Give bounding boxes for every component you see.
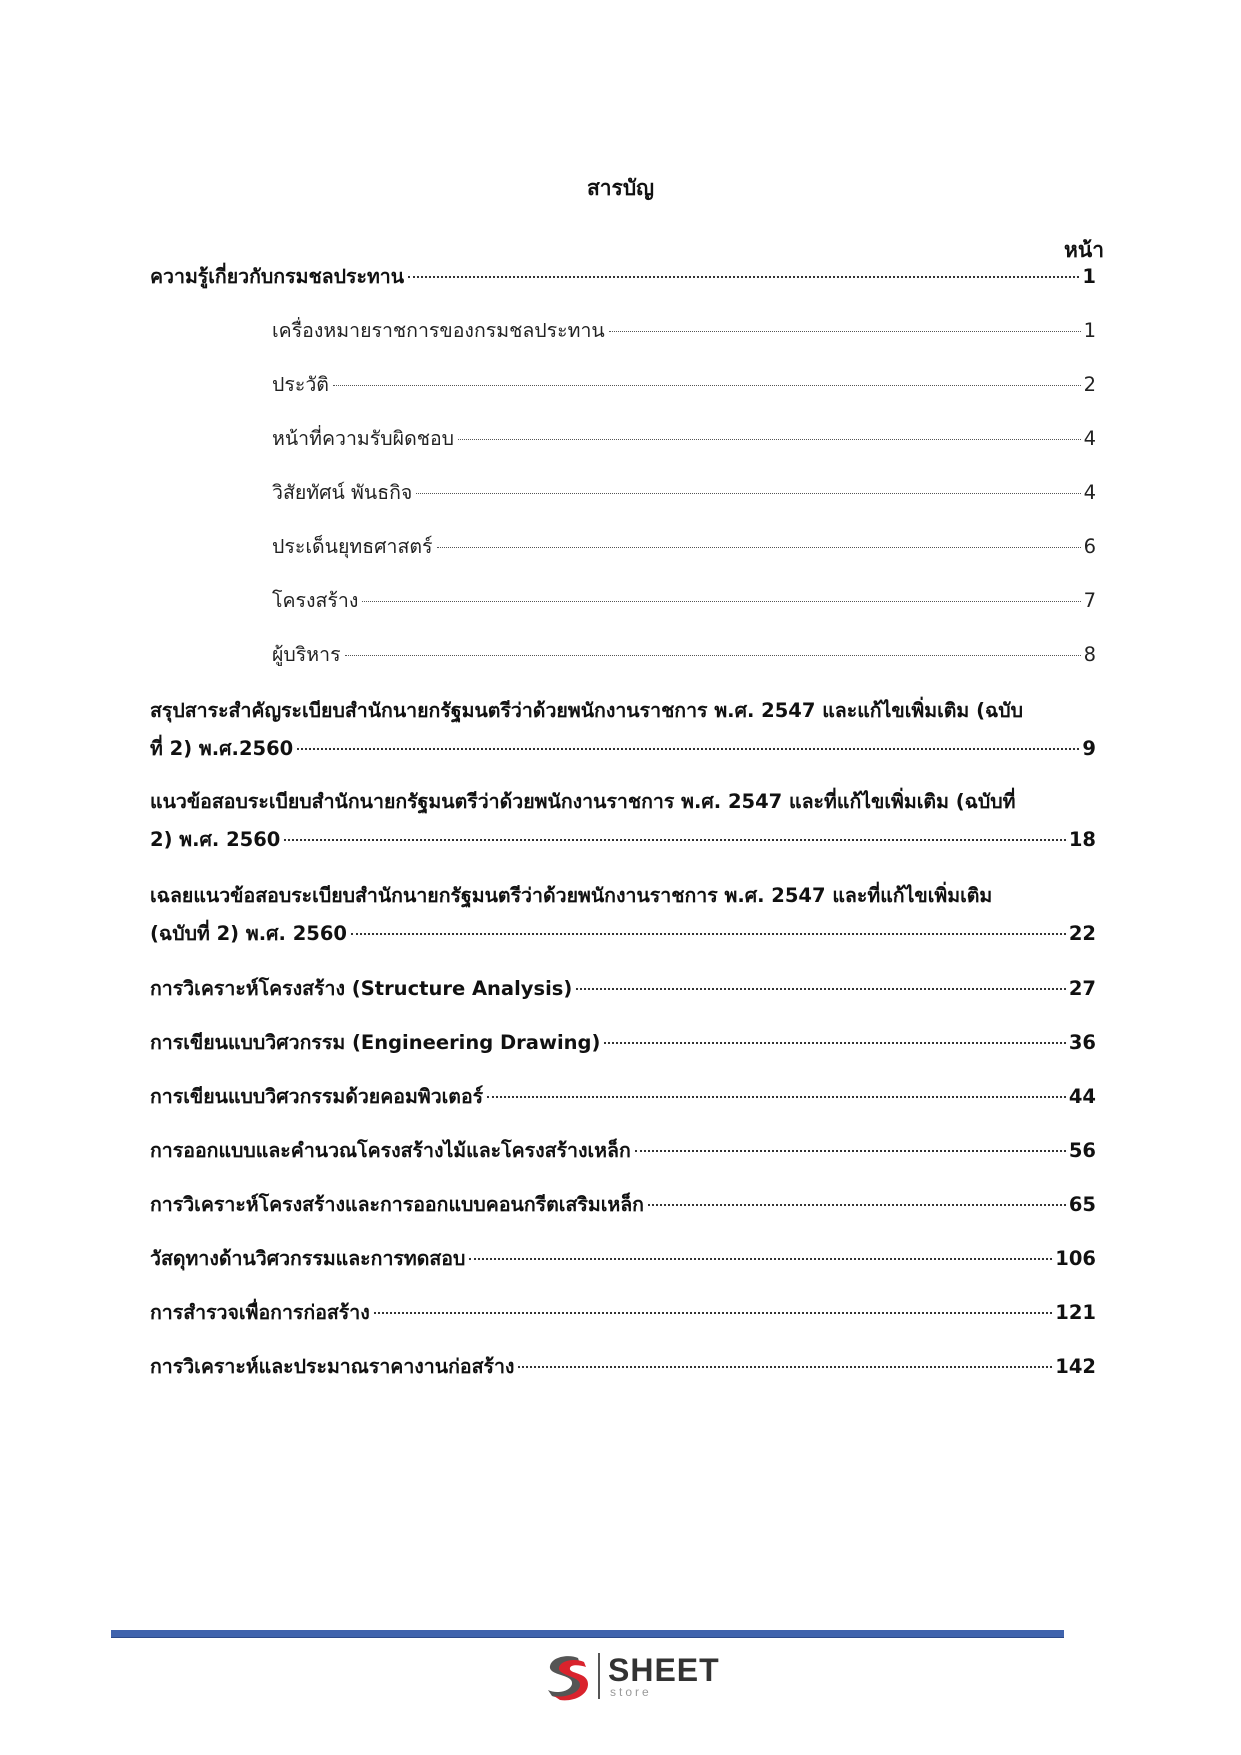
dot-leader xyxy=(374,1312,1053,1314)
toc-entry-label: การเขียนแบบวิศวกรรม (Engineering Drawing) xyxy=(150,1031,601,1054)
dot-leader xyxy=(408,276,1079,278)
dot-leader xyxy=(648,1204,1066,1206)
toc-entry-label-line1: สรุปสาระสำคัญระเบียบสำนักนายกรัฐมนตรีว่าด้วยพนักงานราชการ พ.ศ. 2547 และแก้ไขเพิ่มเติม (ฉบับ xyxy=(150,699,1024,722)
toc-entry-page: 1 xyxy=(1082,265,1096,288)
toc-entry-label: การวิเคราะห์โครงสร้าง (Structure Analysis) xyxy=(150,977,573,1000)
toc-entry-page: 4 xyxy=(1083,481,1096,504)
toc-subentry[interactable] xyxy=(272,640,1096,670)
logo-separator xyxy=(598,1653,600,1699)
toc-subentry[interactable] xyxy=(272,532,1096,562)
toc-entry-page: 2 xyxy=(1083,373,1096,396)
sheet-store-logo xyxy=(540,1648,720,1704)
toc-entry[interactable] xyxy=(150,787,1096,855)
toc-entry-label: ประวัติ xyxy=(272,373,329,396)
toc-entry[interactable] xyxy=(150,1082,1096,1112)
dot-leader xyxy=(416,493,1080,494)
toc-entry-label-line1: แนวข้อสอบระเบียบสำนักนายกรัฐมนตรีว่าด้วยพนักงานราชการ พ.ศ. 2547 และที่แก้ไขเพิ่มเติม (ฉบับที่ xyxy=(150,790,1016,813)
toc-entry[interactable] xyxy=(150,696,1096,764)
toc-entry[interactable] xyxy=(150,1298,1096,1328)
toc-subentry[interactable] xyxy=(272,424,1096,454)
toc-entry-label-line1: เฉลยแนวข้อสอบระเบียบสำนักนายกรัฐมนตรีว่าด้วยพนักงานราชการ พ.ศ. 2547 และที่แก้ไขเพิ่มเติม xyxy=(150,884,993,907)
toc-entry-page: 44 xyxy=(1068,1085,1096,1108)
toc-entry-label: การออกแบบและคำนวณโครงสร้างไม้และโครงสร้างเหล็ก xyxy=(150,1139,631,1162)
toc-entry-page: 4 xyxy=(1083,427,1096,450)
toc-entry-label-line2: (ฉบับที่ 2) พ.ศ. 2560 xyxy=(150,922,347,945)
toc-entry[interactable] xyxy=(150,262,1096,292)
dot-leader xyxy=(284,839,1065,841)
toc-entry-label-line2: ที่ 2) พ.ศ.2560 xyxy=(150,737,294,760)
toc-entry-page: 27 xyxy=(1068,977,1096,1000)
toc-entry-page: 22 xyxy=(1068,922,1096,945)
toc-subentry[interactable] xyxy=(272,478,1096,508)
dot-leader xyxy=(458,439,1081,440)
toc-entry-label: การวิเคราะห์และประมาณราคางานก่อสร้าง xyxy=(150,1355,515,1378)
logo-wordmark: SHEET xyxy=(608,1652,720,1688)
toc-entry-label: หน้าที่ความรับผิดชอบ xyxy=(272,427,455,450)
toc-entry-label: วัสดุทางด้านวิศวกรรมและการทดสอบ xyxy=(150,1247,466,1270)
toc-entry-page: 1 xyxy=(1083,319,1096,342)
dot-leader xyxy=(635,1150,1066,1152)
page-title: สารบัญ xyxy=(586,176,655,200)
toc-subentry[interactable] xyxy=(272,370,1096,400)
toc-entry-label: การสำรวจเพื่อการก่อสร้าง xyxy=(150,1301,370,1324)
toc-entry-page: 65 xyxy=(1068,1193,1096,1216)
toc-entry-page: 7 xyxy=(1083,589,1096,612)
toc-entry[interactable] xyxy=(150,881,1096,949)
toc-entry[interactable] xyxy=(150,1136,1096,1166)
toc-entry-label: ประเด็นยุทธศาสตร์ xyxy=(272,535,433,558)
toc-entry-page: 106 xyxy=(1055,1247,1096,1270)
dot-leader xyxy=(518,1366,1052,1368)
dot-leader xyxy=(437,547,1081,548)
toc-entry[interactable] xyxy=(150,1244,1096,1274)
dot-leader xyxy=(469,1258,1052,1260)
toc-entry-page: 18 xyxy=(1068,828,1096,851)
dot-leader xyxy=(333,385,1081,386)
toc-subentry[interactable] xyxy=(272,316,1096,346)
toc-entry-page: 142 xyxy=(1055,1355,1096,1378)
dot-leader xyxy=(297,748,1079,750)
s-logo-icon xyxy=(540,1650,592,1702)
toc-entry-page: 36 xyxy=(1068,1031,1096,1054)
dot-leader xyxy=(345,655,1081,656)
toc-entry-label: การเขียนแบบวิศวกรรมด้วยคอมพิวเตอร์ xyxy=(150,1085,484,1108)
toc-entry-page: 121 xyxy=(1055,1301,1096,1324)
footer-divider xyxy=(111,1630,1064,1638)
dot-leader xyxy=(351,933,1066,935)
logo-subtext: store xyxy=(610,1685,652,1699)
dot-leader xyxy=(487,1096,1066,1098)
toc-entry[interactable] xyxy=(150,974,1096,1004)
dot-leader xyxy=(576,988,1066,990)
dot-leader xyxy=(604,1042,1065,1044)
page-column-header: หน้า xyxy=(1064,238,1104,262)
toc-entry-label: การวิเคราะห์โครงสร้างและการออกแบบคอนกรีตเสริมเหล็ก xyxy=(150,1193,644,1216)
toc-entry-page: 6 xyxy=(1083,535,1096,558)
toc-entry-page: 9 xyxy=(1082,737,1096,760)
toc-entry-label-line2: 2) พ.ศ. 2560 xyxy=(150,828,281,851)
toc-entry[interactable] xyxy=(150,1352,1096,1382)
toc-entry-label: ความรู้เกี่ยวกับกรมชลประทาน xyxy=(150,265,405,288)
toc-entry-label: เครื่องหมายราชการของกรมชลประทาน xyxy=(272,319,605,342)
toc-entry-page: 56 xyxy=(1068,1139,1096,1162)
toc-entry-label: โครงสร้าง xyxy=(272,589,359,612)
toc-subentry[interactable] xyxy=(272,586,1096,616)
toc-entry-page: 8 xyxy=(1083,643,1096,666)
dot-leader xyxy=(609,331,1081,332)
logo-text xyxy=(608,1654,720,1698)
dot-leader xyxy=(362,601,1080,602)
toc-entry[interactable] xyxy=(150,1028,1096,1058)
toc-entry-label: ผู้บริหาร xyxy=(272,643,341,666)
toc-entry-label: วิสัยทัศน์ พันธกิจ xyxy=(272,481,413,504)
toc-entry[interactable] xyxy=(150,1190,1096,1220)
